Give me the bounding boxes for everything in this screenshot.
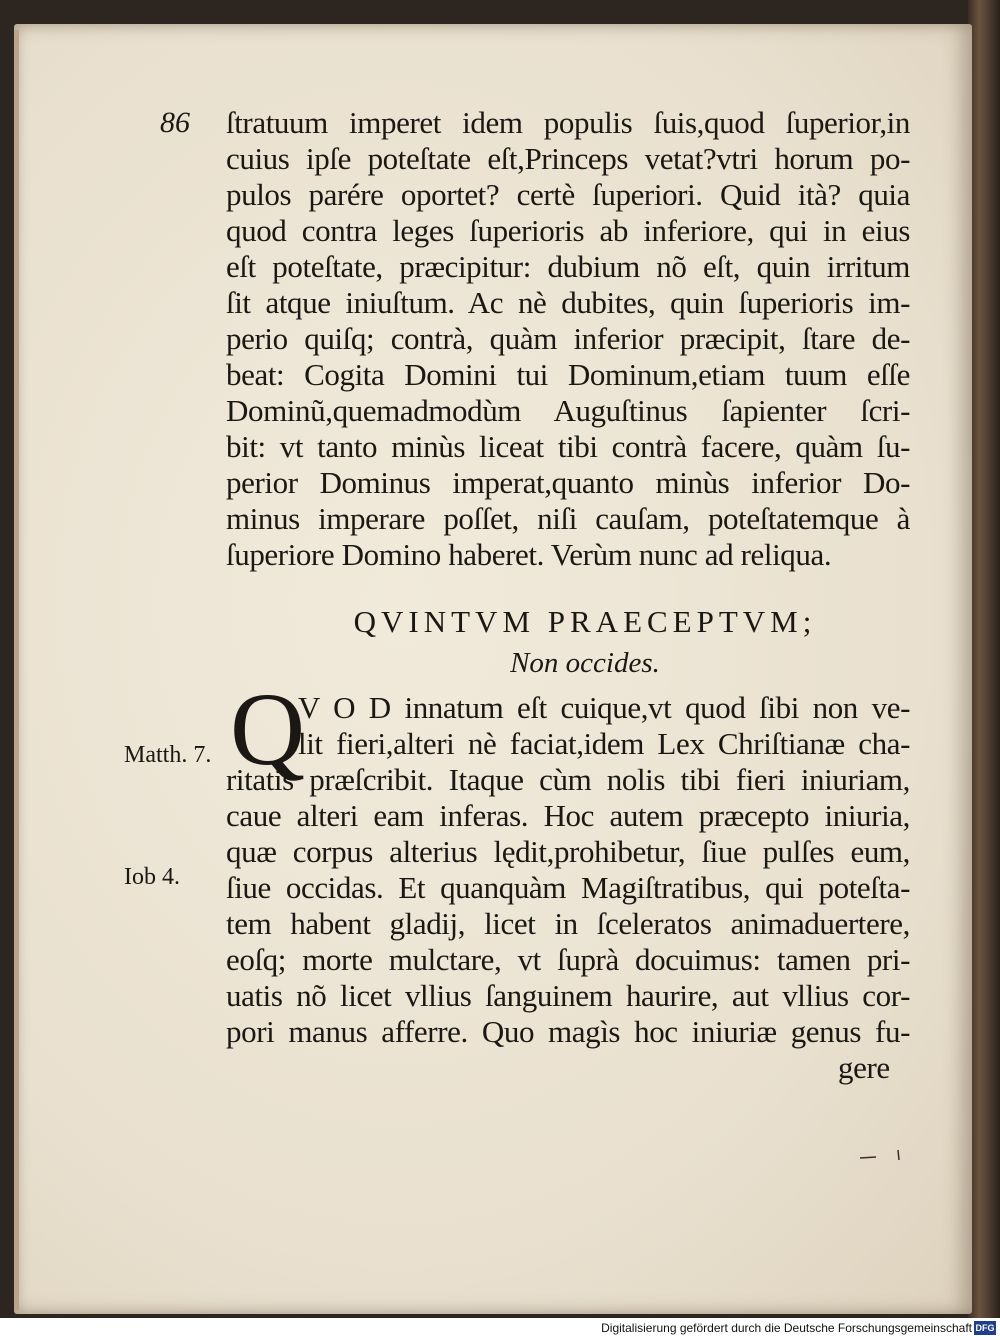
marginal-note: Matth. 7. — [124, 742, 212, 768]
text-line: pulos parére oportet? certè ſuperiori. Quid ità? quia — [226, 177, 910, 212]
section-subheading: Non occides. — [510, 647, 660, 679]
text-line: V O D innatum eſt cuique,vt quod ſibi non ve- — [298, 690, 910, 725]
section-heading: QVINTVM PRAECEPTVM; — [353, 604, 817, 639]
dfg-logo-icon: DFG — [975, 1323, 995, 1333]
text-line: caue alteri eam inferas. Hoc autem præcepto iniuria, — [226, 798, 910, 833]
ink-mark-icon — [858, 1148, 906, 1162]
text-line: ritatis præſcribit. Itaque cùm nolis tibi fieri iniuriam, — [226, 762, 910, 797]
page-number: 86 — [160, 106, 190, 139]
footer-bar — [0, 1318, 1000, 1340]
footer-credit: Digitalisierung gefördert durch die Deutsche Forschungsgemeinschaft — [601, 1321, 972, 1335]
text-line: beat: Cogita Domini tui Dominum,etiam tuum eſſe — [226, 357, 910, 392]
text-line: uatis nõ licet vllius ſanguinem haurire, aut vllius cor- — [226, 978, 910, 1013]
text-line: minus imperare poſſet, niſi cauſam, poteſtatemque à — [226, 501, 910, 536]
page-gutter-edge — [14, 30, 19, 1310]
text-line: ſuperiore Domino haberet. Verùm nunc ad reliqua. — [226, 537, 832, 572]
text-line: quod contra leges ſuperioris ab inferiore, qui in eius — [226, 213, 910, 248]
text-line: quæ corpus alterius lędit,prohibetur, ſiue pulſes eum, — [226, 834, 910, 869]
marginal-note: Iob 4. — [124, 864, 180, 890]
text-line: eſt poteſtate, præcipitur: dubium nõ eſt, quin irritum — [226, 249, 910, 284]
text-line: tem habent gladij, licet in ſceleratos animaduertere, — [226, 906, 910, 941]
drop-cap-initial: Q — [230, 672, 306, 787]
text-line: ſit atque iniuſtum. Ac nè dubites, quin ſuperioris im- — [226, 285, 910, 320]
text-line: Dominũ,quemadmodùm Auguſtinus ſapienter ſcri- — [226, 393, 910, 428]
text-line: ſiue occidas. Et quanquàm Magiſtratibus, qui poteſta- — [226, 870, 910, 905]
text-line: cuius ipſe poteſtate eſt,Princeps vetat?vtri horum po- — [226, 141, 910, 176]
text-line: perio quiſq; contrà, quàm inferior præcipit, ſtare de- — [226, 321, 910, 356]
text-line: lit fieri,alteri nè faciat,idem Lex Chriſtianæ cha- — [298, 726, 910, 761]
catchword: gere — [838, 1050, 890, 1085]
text-line: perior Dominus imperat,quanto minùs inferior Do- — [226, 465, 910, 500]
book-edge — [968, 0, 1000, 1318]
text-line: pori manus afferre. Quo magìs hoc iniuriæ genus fu- — [226, 1014, 910, 1049]
text-line: eoſq; morte mulctare, vt ſuprà docuimus: tamen pri- — [226, 942, 910, 977]
text-line: bit: vt tanto minùs liceat tibi contrà facere, quàm ſu- — [226, 429, 910, 464]
text-line: ſtratuum imperet idem populis ſuis,quod ſuperior,in — [226, 105, 910, 140]
